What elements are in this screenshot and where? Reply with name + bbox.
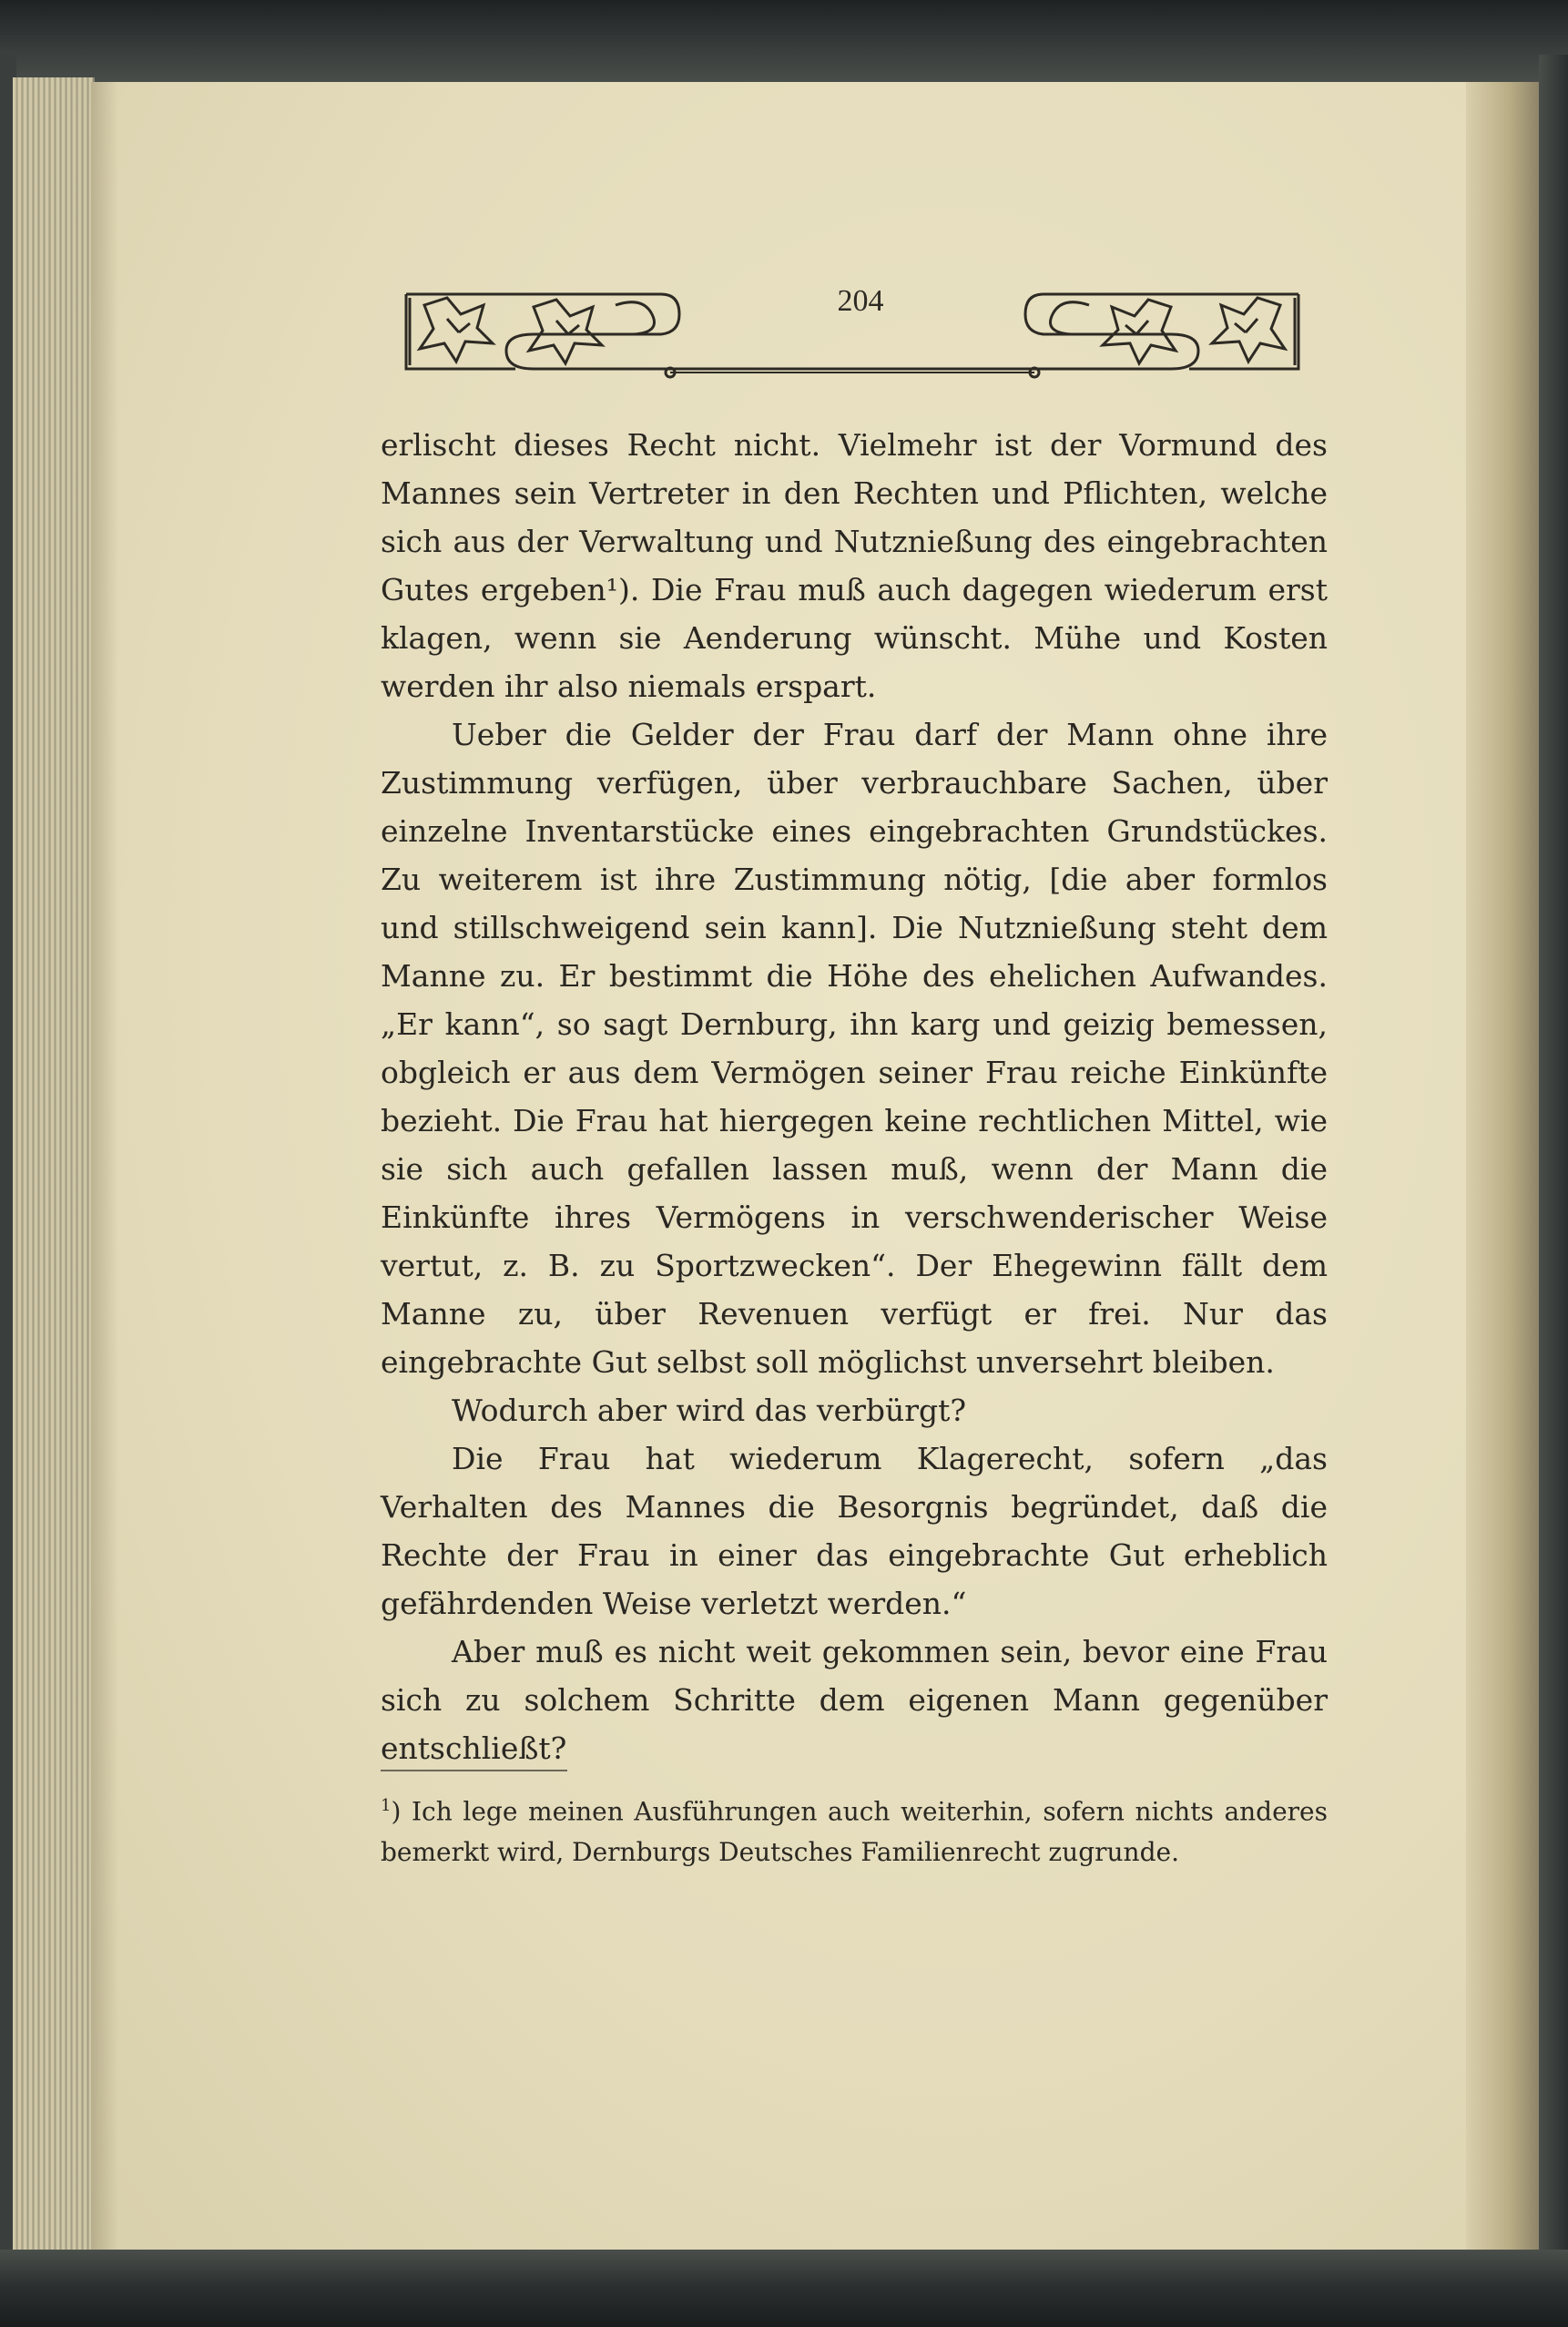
paragraph: Wodurch aber wird das verbürgt? [452,1393,967,1428]
paragraph: Die Frau hat wiederum Klagerecht, sofern „das Verhalten des Mannes die Besorgnis begründet, daß die Rechte der Frau in einer das eingebrachte Gut erheblich gefährdenden Weise verletzt werden.“ [381,1441,1328,1621]
paragraph: Ueber die Gelder der Frau darf der Mann ohne ihre Zustimmung verfügen, über verbrauchbare Sachen, über einzelne Inventarstücke eines eingebrachten Grundstückes. Zu weiterem ist ihre Zustimmung nötig, [die aber formlos und stillschweigend sein kann]. Die Nutznießung steht dem Manne zu. Er bestimmt die Höhe des ehelichen Aufwandes. „Er kann“, so sagt Dernburg, ihn karg und geizig bemessen, obgleich er aus dem Vermögen seiner Frau reiche Einkünfte bezieht. Die Frau hat hiergegen keine rechtlichen Mittel, wie sie sich auch gefallen lassen muß, wenn der Mann die Einkünfte ihres Vermögens in verschwenderischer Weise vertut, z. B. zu Sportzwecken“. Der Ehegewinn fällt dem Manne zu, über Revenuen verfügt er frei. Nur das eingebrachte Gut selbst soll möglichst unversehrt bleiben. [381,717,1328,1380]
paragraph: Aber muß es nicht weit gekommen sein, bevor eine Frau sich zu solchem Schritte dem eigenen Mann gegenüber entschließt? [381,1634,1328,1766]
footnote-marker: 1 [381,1796,392,1815]
book-cover-bottom [0,2250,1568,2327]
page-gutter [1466,82,1539,2257]
body-text [381,421,1328,1772]
footnote-text: ) Ich lege meinen Ausführungen auch weiterhin, sofern nichts anderes bemerkt wird, Dernburgs Deutsches Familienrecht zugrunde. [381,1796,1328,1868]
page-number: 204 [837,284,884,318]
book-cover-right [1539,55,1568,2277]
paragraph: erlischt dieses Recht nicht. Vielmehr ist der Vormund des Mannes sein Vertreter in den Rechten und Pflichten, welche sich aus der Verwaltung und Nutznießung des eingebrachten Gutes ergeben¹). Die Frau muß auch dagegen wiederum erst klagen, wenn sie Aenderung wünscht. Mühe und Kosten werden ihr also niemals erspart. [381,427,1328,704]
page-edges [13,77,95,2259]
spine-shadow [91,82,118,2257]
footnote [381,1785,1328,1873]
book-cover-top [0,0,1568,87]
footnote-divider [381,1770,567,1771]
